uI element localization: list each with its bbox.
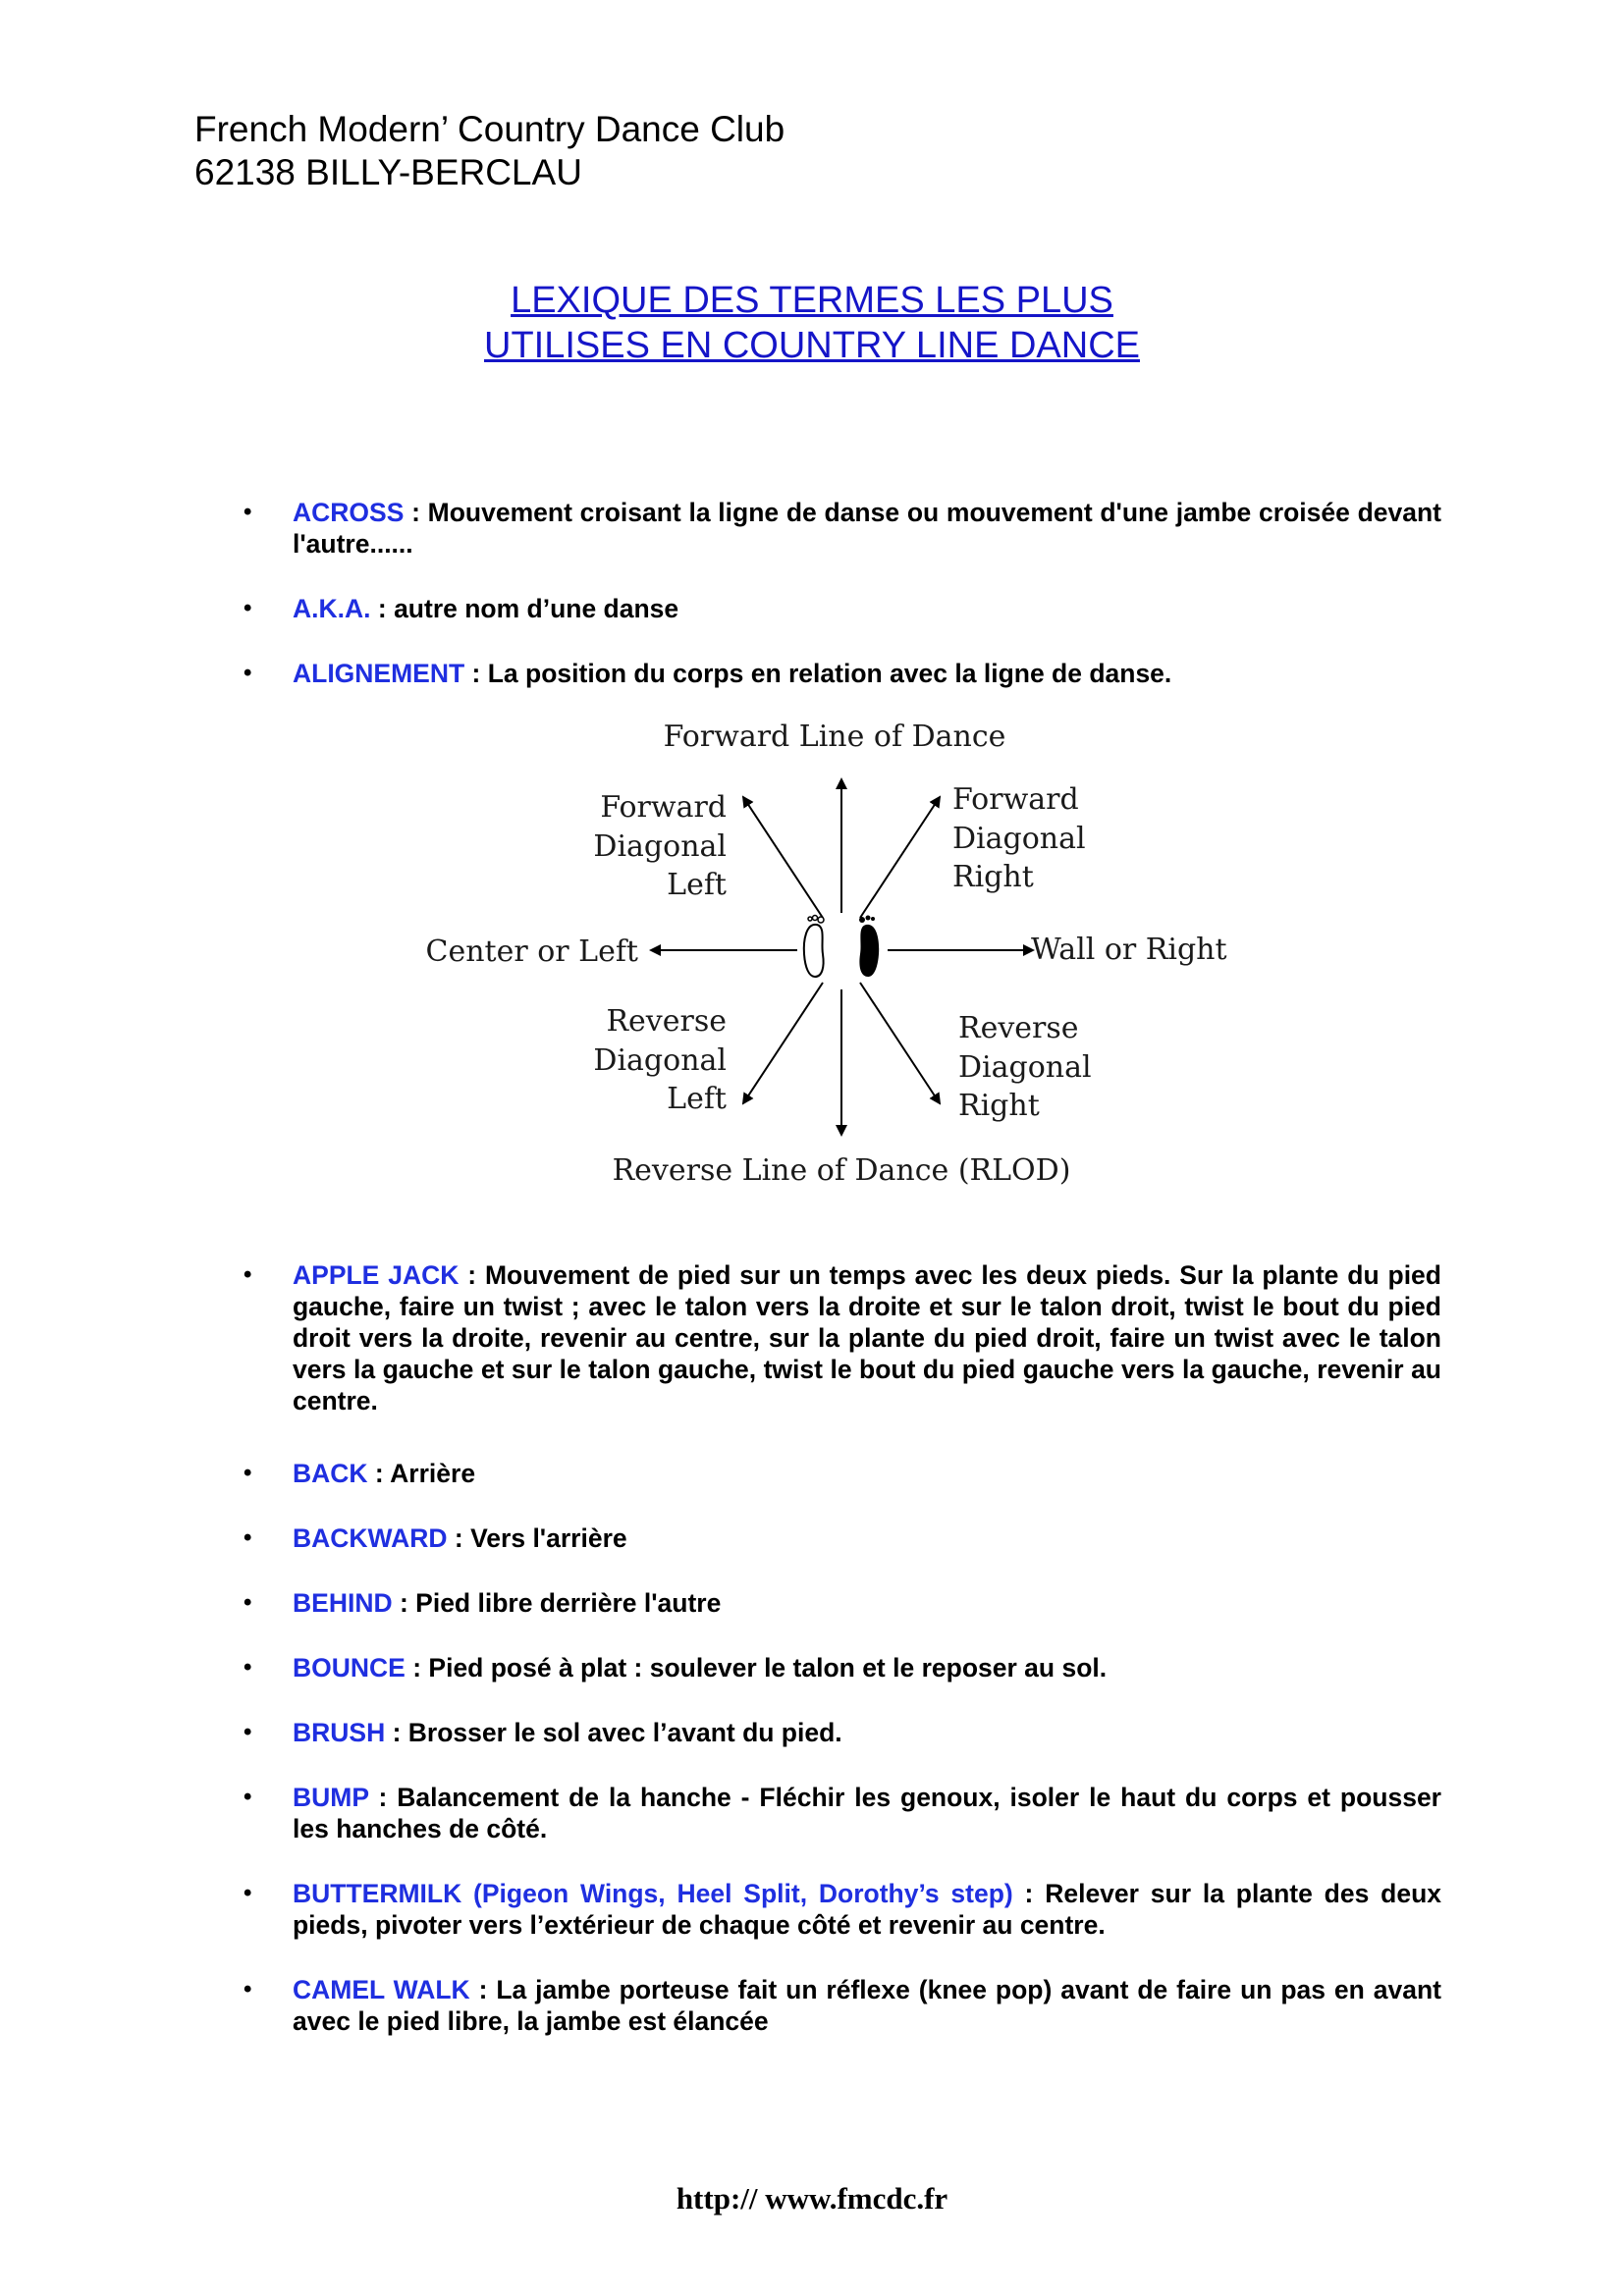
entry-term: BUMP	[293, 1783, 369, 1812]
forward-diagonal-right-arrow	[860, 797, 940, 918]
title-line-1: LEXIQUE DES TERMES LES PLUS	[511, 280, 1113, 321]
entry-sep: :	[1012, 1879, 1046, 1908]
entry-bump	[244, 1782, 1441, 1844]
label-fdr-2: Diagonal	[952, 822, 1086, 856]
label-center: Center or Left	[425, 934, 638, 969]
bullet-icon: •	[244, 1976, 252, 2002]
bullet-icon: •	[244, 1880, 252, 1906]
entry-behind	[244, 1587, 1441, 1619]
bullet-icon: •	[244, 595, 252, 621]
club-header	[194, 108, 785, 194]
entry-sep: :	[385, 1718, 408, 1747]
entry-sep: :	[368, 1783, 398, 1812]
entry-definition: Mouvement croisant la ligne de danse ou mouvement d'une jambe croisée devant l'autre......	[293, 498, 1441, 559]
label-fdl-3: Left	[667, 868, 727, 902]
entry-term: BACKWARD	[293, 1523, 448, 1553]
entry-term: BUTTERMILK (Pigeon Wings, Heel Split, Dorothy’s step)	[293, 1879, 1013, 1908]
entry-sep: :	[404, 498, 428, 527]
alignment-diagram	[412, 707, 1237, 1198]
label-wall: Wall or Right	[1031, 933, 1227, 967]
bullet-icon: •	[244, 499, 252, 525]
entry-sep: :	[392, 1588, 416, 1618]
entry-definition: Relever sur la plante des deux pieds, pivoter vers l’extérieur de chaque côté et revenir au centre.	[293, 1879, 1441, 1940]
forward-diagonal-left-arrow	[743, 797, 823, 918]
bullet-icon: •	[244, 1261, 252, 1288]
reverse-diagonal-left-arrow	[743, 983, 823, 1103]
label-rdr-3: Right	[958, 1089, 1040, 1123]
label-rdl-3: Left	[667, 1082, 727, 1116]
entry-definition: Pied libre derrière l'autre	[415, 1588, 722, 1618]
entry-definition: Vers l'arrière	[470, 1523, 627, 1553]
entry-definition: La jambe porteuse fait un réflexe (knee pop) avant de faire un pas en avant avec le pied libre, la jambe est élancée	[293, 1975, 1441, 2036]
entry-term: APPLE JACK	[293, 1260, 460, 1290]
entry-aka	[244, 593, 1441, 624]
entry-sep: :	[469, 1975, 497, 2004]
label-fdl-1: Forward	[600, 790, 727, 825]
bullet-icon: •	[244, 1589, 252, 1616]
entry-alignement	[244, 658, 1441, 689]
entry-sep: :	[370, 594, 395, 623]
club-name: French Modern’ Country Dance Club	[194, 109, 785, 149]
entry-sep: :	[459, 1260, 485, 1290]
entry-sep: :	[367, 1459, 391, 1488]
entry-bounce	[244, 1652, 1441, 1683]
entry-camel-walk	[244, 1974, 1441, 2037]
title-line-2: UTILISES EN COUNTRY LINE DANCE	[484, 325, 1140, 366]
entry-term: CAMEL WALK	[293, 1975, 470, 2004]
entry-back	[244, 1458, 1441, 1489]
entry-brush	[244, 1717, 1441, 1748]
entry-backward	[244, 1522, 1441, 1554]
entry-apple-jack	[244, 1259, 1441, 1416]
entry-term: BEHIND	[293, 1588, 393, 1618]
label-rdr-1: Reverse	[958, 1011, 1079, 1045]
bullet-icon: •	[244, 1719, 252, 1745]
label-rdr-2: Diagonal	[958, 1050, 1092, 1085]
page-title	[0, 278, 1624, 368]
footer-url: http:// www.fmcdc.fr	[676, 2181, 948, 2216]
bullet-icon: •	[244, 660, 252, 686]
entry-definition: Mouvement de pied sur un temps avec les deux pieds. Sur la plante du pied gauche, faire un twist ; avec le talon vers la droite et sur le talon droit, twist le bout du pied droit vers la droite, revenir au centre, sur la plante du pied droit, faire un twist avec le talon vers la gauche et sur le talon gauche, twist le bout du pied gauche vers la gauche, revenir au centre.	[293, 1260, 1441, 1415]
label-rdl-1: Reverse	[606, 1004, 727, 1039]
bullet-icon: •	[244, 1784, 252, 1810]
reverse-diagonal-right-arrow	[860, 983, 940, 1103]
entry-term: BOUNCE	[293, 1653, 406, 1682]
label-reverse-line: Reverse Line of Dance (RLOD)	[612, 1153, 1071, 1188]
club-address: 62138 BILLY-BERCLAU	[194, 152, 582, 192]
left-foot-icon	[804, 916, 824, 978]
entry-definition: Arrière	[390, 1459, 476, 1488]
entry-definition: La position du corps en relation avec la ligne de danse.	[487, 659, 1172, 688]
bullet-icon: •	[244, 1460, 252, 1486]
entry-definition: Pied posé à plat : soulever le talon et le reposer au sol.	[428, 1653, 1108, 1682]
right-foot-icon	[859, 916, 879, 978]
label-forward-line: Forward Line of Dance	[663, 720, 1006, 754]
label-fdr-1: Forward	[952, 782, 1079, 817]
entry-term: ALIGNEMENT	[293, 659, 465, 688]
entry-definition: Balancement de la hanche - Fléchir les genoux, isoler le haut du corps et pousser les hanches de côté.	[293, 1783, 1441, 1843]
entry-sep: :	[405, 1653, 429, 1682]
entry-term: BACK	[293, 1459, 368, 1488]
entry-definition: autre nom d’une danse	[394, 594, 679, 623]
entry-across	[244, 497, 1441, 560]
label-fdl-2: Diagonal	[593, 829, 727, 864]
label-rdl-2: Diagonal	[593, 1043, 727, 1078]
entry-sep: :	[447, 1523, 471, 1553]
entry-sep: :	[464, 659, 488, 688]
entry-term: A.K.A.	[293, 594, 371, 623]
entry-term: ACROSS	[293, 498, 405, 527]
entry-definition: Brosser le sol avec l’avant du pied.	[407, 1718, 842, 1747]
label-fdr-3: Right	[952, 860, 1034, 894]
entry-term: BRUSH	[293, 1718, 386, 1747]
bullet-icon: •	[244, 1524, 252, 1551]
bullet-icon: •	[244, 1654, 252, 1681]
entry-buttermilk	[244, 1878, 1441, 1941]
